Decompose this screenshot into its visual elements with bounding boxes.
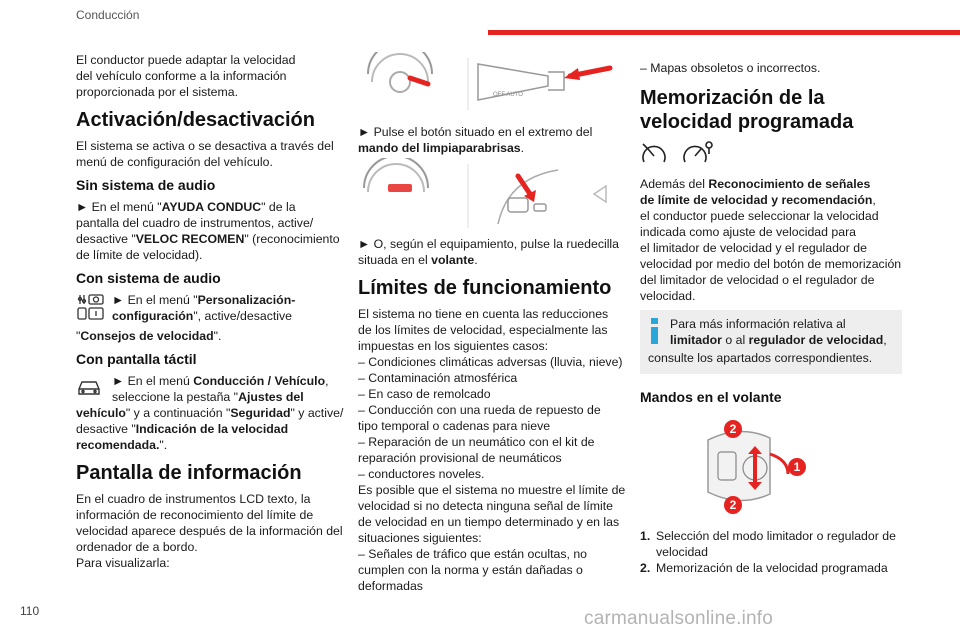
- audio-text-cont: "Consejos de velocidad".: [76, 329, 222, 343]
- heading-audio: Con sistema de audio: [76, 270, 221, 286]
- column-left: [76, 52, 346, 577]
- limits-line: Es posible que el sistema no muestre el límite de: [358, 483, 626, 497]
- header-accent-bar: [488, 30, 960, 35]
- limits-line: – Reparación de un neumático con el kit de: [358, 435, 595, 449]
- no-audio-text: ► En el menú "AYUDA CONDUC" de la pantalla del cuadro de instrumentos, active/ desactive "VELOC RECOMEN" (reconocimiento de límite de velocidad).: [76, 200, 340, 262]
- controls-illustration: [640, 420, 902, 516]
- svg-text:OFF AUTO: OFF AUTO: [493, 92, 523, 98]
- limits-line: – Condiciones climáticas adversas (lluvia, nieve): [358, 355, 623, 369]
- wiper-stalk-illustration: [358, 52, 620, 116]
- heading-no-audio: Sin sistema de audio: [76, 177, 216, 193]
- limits-line: impuestas en los siguientes casos:: [358, 339, 549, 353]
- limits-line: – Conducción con una rueda de repuesto de: [358, 403, 601, 417]
- wheel-text: ► O, según el equipamiento, pulse la ruedecilla situada en el volante.: [358, 237, 619, 267]
- heading-limits: Límites de funcionamiento: [358, 277, 612, 299]
- touch-text-cont: vehículo" y a continuación "Seguridad" y active/ desactive "Indicación de la velocidad recomendada.".: [76, 406, 344, 452]
- column-right: [640, 60, 902, 576]
- speed-icons: [640, 140, 902, 170]
- maps-text: – Mapas obsoletos o incorrectos.: [640, 61, 821, 75]
- heading-activation: Activación/desactivación: [76, 109, 315, 131]
- list-item: 1. Selección del modo limitador o regulador de velocidad: [640, 529, 896, 559]
- settings-panel-icon: [76, 292, 112, 326]
- wiper-text: ► Pulse el botón situado en el extremo del mando del limpiaparabrisas.: [358, 125, 593, 155]
- limits-line: El sistema no tiene en cuenta las reducciones: [358, 307, 609, 321]
- activation-text: El sistema se activa o se desactiva a través del menú de configuración del vehículo.: [76, 139, 334, 169]
- speed-limiter-icon: [640, 140, 670, 170]
- limits-line: velocidad si no detecta ninguna señal de límite: [358, 499, 613, 513]
- limits-line: – conductores noveles.: [358, 467, 485, 481]
- limits-line: – Señales de tráfico que están ocultas, no: [358, 547, 588, 561]
- steering-wheel-illustration: [358, 158, 620, 232]
- memo-text: Además del Reconocimiento de señales de límite de velocidad y recomendación, el conductor puede seleccionar la velocidad indicada como ajuste de velocidad para el limitador de velocidad y el regulador de velocidad por medio del botón de memorización del limitador de velocidad o el regulador de velocidad.: [640, 177, 902, 303]
- limits-line: reparación provisional de neumáticos: [358, 451, 562, 465]
- heading-memo: Memorización de la velocidad programada: [640, 87, 854, 133]
- touch-text: ► En el menú Conducción / Vehículo, seleccione la pestaña "Ajustes del: [76, 373, 346, 405]
- info-box: Para más información relativa al limitador o al regulador de velocidad, consulte los apartados correspondientes.: [640, 310, 902, 374]
- limits-line: cumplen con la norma y están dañadas o: [358, 563, 583, 577]
- limits-line: – En caso de remolcado: [358, 387, 491, 401]
- callout-1: 1: [788, 458, 806, 476]
- section-title: Conducción: [76, 8, 140, 22]
- heading-display: Pantalla de información: [76, 462, 302, 484]
- limits-line: situaciones siguientes:: [358, 531, 482, 545]
- list-item: 2. Memorización de la velocidad programada: [640, 561, 888, 575]
- car-icon: [76, 373, 112, 405]
- column-middle-top: [358, 124, 628, 162]
- limits-line: de velocidad en un tiempo determinado y en las: [358, 515, 620, 529]
- limits-line: tipo temporal o cadenas para nieve: [358, 419, 551, 433]
- audio-text: ► En el menú "Personalización- configuración", active/desactive: [76, 292, 346, 326]
- cruise-control-icon: [681, 140, 715, 170]
- callout-2-bottom: 2: [724, 496, 742, 514]
- info-icon: [648, 316, 670, 350]
- intro-text: El conductor puede adaptar la velocidad del vehículo conforme a la información proporcionada por el sistema.: [76, 53, 296, 99]
- callout-2-top: 2: [724, 420, 742, 438]
- limits-line: deformadas: [358, 579, 423, 593]
- column-middle: [358, 236, 630, 600]
- limits-line: de los límites de velocidad, especialmente las: [358, 323, 608, 337]
- limits-line: – Contaminación atmosférica: [358, 371, 518, 385]
- limits-text: [358, 306, 630, 594]
- watermark: carmanualsonline.info: [584, 608, 774, 629]
- heading-touch: Con pantalla táctil: [76, 351, 197, 367]
- page-number: 110: [20, 604, 40, 618]
- heading-controls: Mandos en el volante: [640, 389, 782, 405]
- display-text: En el cuadro de instrumentos LCD texto, la información de reconocimiento del límite de velocidad aparece después de la información del ordenador de a bordo. Para visualizarla:: [76, 492, 343, 570]
